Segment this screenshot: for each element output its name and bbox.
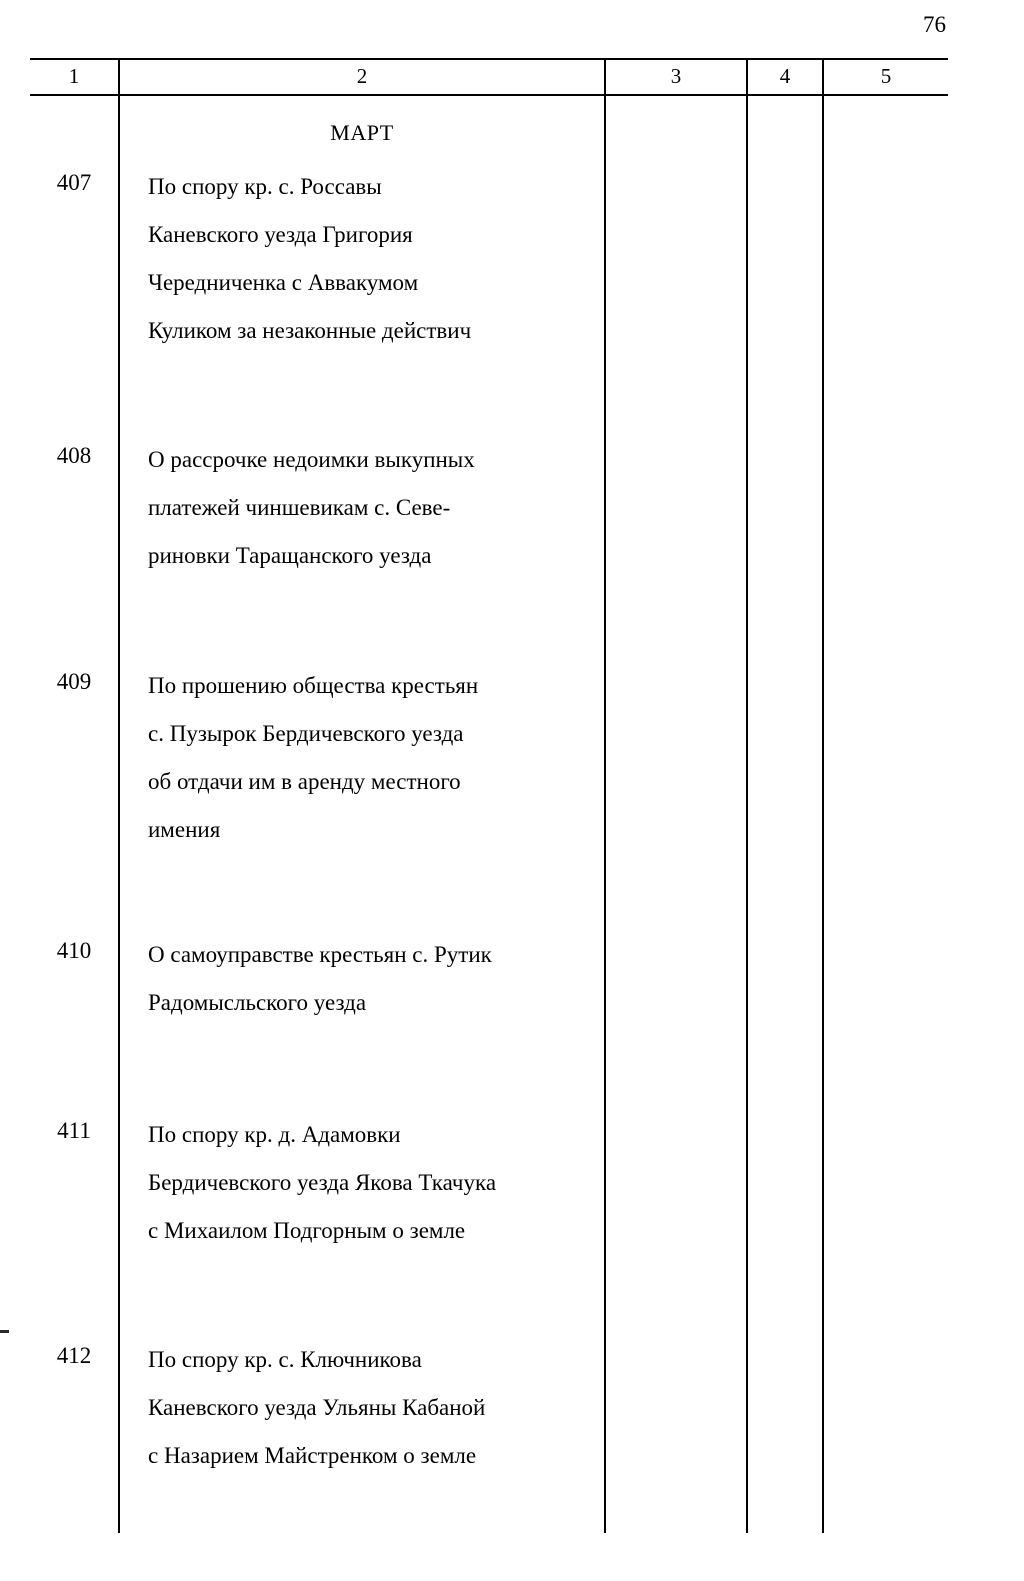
column-divider-2 [604,58,606,1533]
table-row: 409 [56,669,92,694]
column-header-5: 5 [880,64,892,88]
table-row: 408 [56,443,92,468]
table-row: 411 [57,1118,91,1143]
row-line: Бердичевского уезда Якова Ткачука [148,1170,497,1195]
column-divider-4 [822,58,824,1533]
row-line: О самоуправстве крестьян с. Рутик [148,942,492,967]
table-row-description [148,931,586,1027]
row-line: с Михаилом Подгорным о земле [148,1218,466,1243]
table-row: 407 [56,170,92,195]
column-header-1: 1 [68,64,80,88]
table-row-description [148,662,586,854]
row-line: Чередниченка с Аввакумом [148,270,419,295]
table-header-border [30,94,948,96]
row-line: По прошению общества крестьян [148,673,479,698]
row-line: Радомысльского уезда [148,990,367,1015]
register-table [30,58,948,1533]
row-line: Куликом за незаконные действич [148,318,472,343]
edge-artifact-mark [0,1330,9,1333]
row-line: риновки Таращанского уезда [148,543,432,568]
table-row-description [148,1111,586,1255]
table-row: 412 [56,1343,92,1368]
table-row-description [148,163,586,355]
column-divider-1 [118,58,120,1533]
column-divider-3 [746,58,748,1533]
row-line: Каневского уезда Григория [148,222,413,247]
column-header-4: 4 [779,64,791,88]
row-line: Каневского уезда Ульяны Кабаной [148,1395,486,1420]
table-row: 410 [56,938,92,963]
table-row-description [148,1336,586,1480]
table-top-border [30,58,948,60]
table-row-description [148,436,586,580]
row-line: с. Пузырок Бердичевского уезда [148,721,464,746]
page-number: 76 [923,12,946,37]
section-title: МАРТ [330,120,394,145]
row-line: О рассрочке недоимки выкупных [148,447,475,472]
row-line: По спору кр. д. Адамовки [148,1122,401,1147]
column-header-3: 3 [670,64,682,88]
column-header-2: 2 [356,64,368,88]
row-line: По спору кр. с. Россавы [148,174,382,199]
row-line: платежей чиншевикам с. Севе- [148,495,451,520]
row-line: По спору кр. с. Ключникова [148,1347,422,1372]
row-line: с Назарием Майстренком о земле [148,1443,477,1468]
row-line: об отдачи им в аренду местного [148,769,461,794]
row-line: имения [148,817,221,842]
